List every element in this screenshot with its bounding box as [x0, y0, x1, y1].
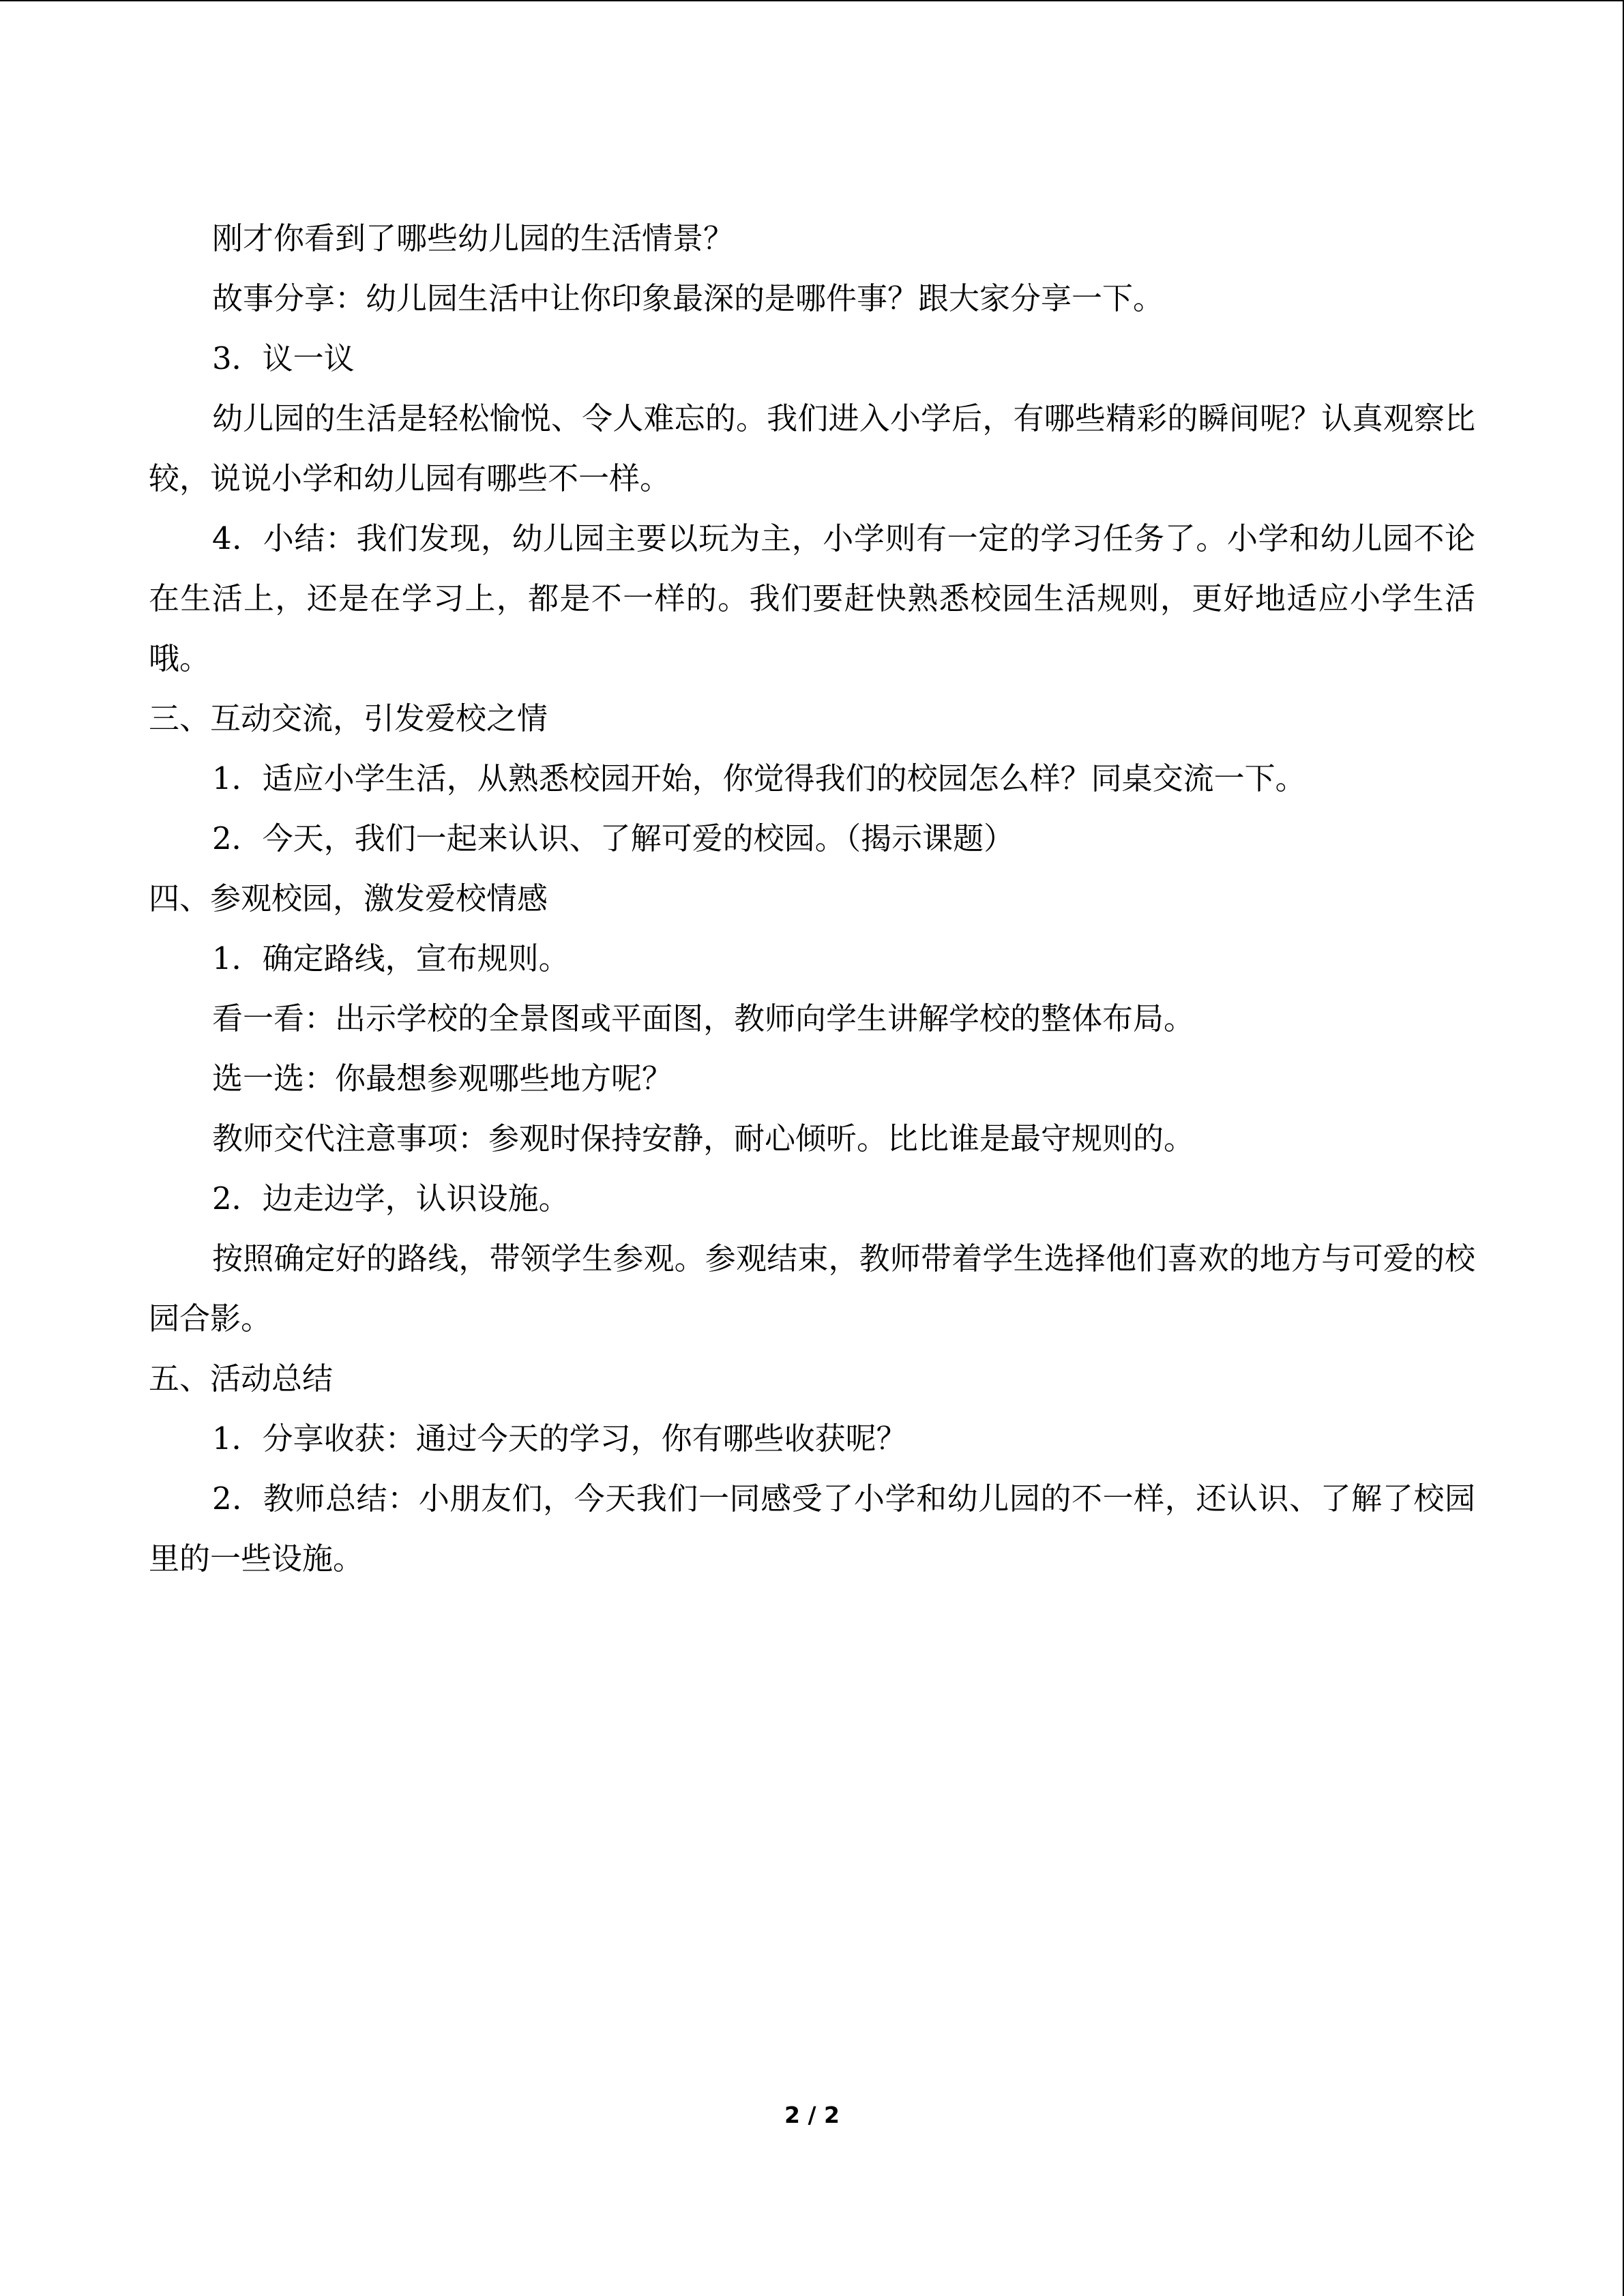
- paragraph: 1．适应小学生活，从熟悉校园开始，你觉得我们的校园怎么样？同桌交流一下。: [212, 760, 1306, 796]
- paragraph: 刚才你看到了哪些幼儿园的生活情景？: [212, 220, 735, 256]
- paragraph: 故事分享：幼儿园生活中让你印象最深的是哪件事？跟大家分享一下。: [212, 280, 1164, 316]
- paragraph: 按照确定好的路线，带领学生参观。参观结束，教师带着学生选择他们喜欢的地方与可爱的校园合影。: [149, 1240, 1475, 1337]
- paragraph: 幼儿园的生活是轻松愉悦、令人难忘的。我们进入小学后，有哪些精彩的瞬间呢？认真观察比较，说说小学和幼儿园有哪些不一样。: [149, 400, 1475, 496]
- paragraph: 4．小结：我们发现，幼儿园主要以玩为主，小学则有一定的学习任务了。小学和幼儿园不论在生活上，还是在学习上，都是不一样的。我们要赶快熟悉校园生活规则，更好地适应小学生活哦。: [149, 520, 1475, 676]
- page-number: 2 / 2: [784, 2102, 840, 2128]
- section-heading: 三、互动交流，引发爱校之情: [149, 700, 548, 736]
- paragraph: 教师交代注意事项：参观时保持安静，耐心倾听。比比谁是最守规则的。: [212, 1120, 1195, 1157]
- section-heading: 四、参观校园，激发爱校情感: [149, 880, 548, 916]
- paragraph: 选一选：你最想参观哪些地方呢？: [212, 1060, 673, 1097]
- paragraph: 2．今天，我们一起来认识、了解可爱的校园。（揭示课题）: [212, 820, 1015, 856]
- paragraph: 2．教师总结：小朋友们，今天我们一同感受了小学和幼儿园的不一样，还认识、了解了校园里的一些设施。: [149, 1480, 1475, 1577]
- paragraph: 1．确定路线，宣布规则。: [212, 940, 570, 976]
- document-body: [149, 209, 1475, 1589]
- paragraph: 2．边走边学，认识设施。: [212, 1180, 570, 1217]
- section-heading: 五、活动总结: [149, 1360, 334, 1397]
- paragraph: 看一看：出示学校的全景图或平面图，教师向学生讲解学校的整体布局。: [212, 1000, 1195, 1037]
- section-subheading: 3．议一议: [212, 340, 355, 376]
- paragraph: 1．分享收获：通过今天的学习，你有哪些收获呢？: [212, 1420, 907, 1457]
